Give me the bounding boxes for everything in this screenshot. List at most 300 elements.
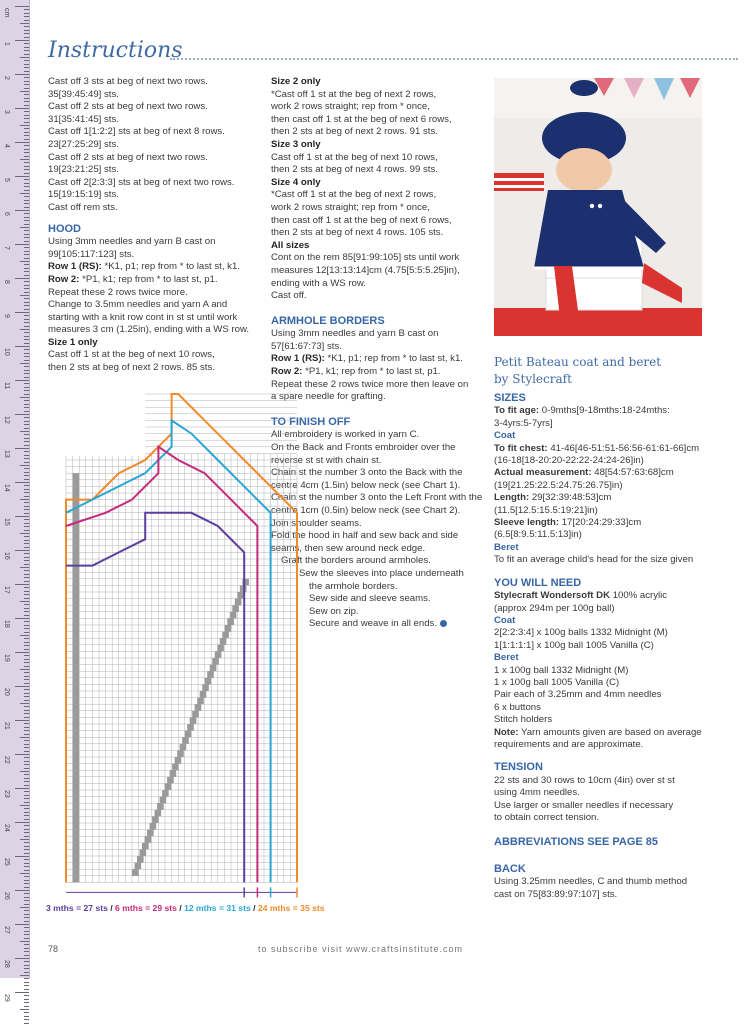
text-line: To fit an average child's head for the size given bbox=[494, 554, 694, 566]
ruler-minor-tick bbox=[24, 751, 29, 752]
embroidery-stitch bbox=[190, 717, 197, 724]
ruler-minor-tick bbox=[24, 628, 29, 629]
edge-stitch bbox=[73, 678, 80, 685]
text-line bbox=[271, 353, 489, 366]
text-line: measures 3 cm (1.25in), ending with a WS row. bbox=[48, 324, 250, 336]
note-label: Note: bbox=[494, 726, 519, 738]
ruler-minor-tick bbox=[24, 553, 29, 554]
ruler-tick bbox=[15, 720, 29, 721]
ruler-minor-tick bbox=[24, 407, 29, 408]
ruler-minor-tick bbox=[24, 832, 29, 833]
ruler-minor-tick bbox=[24, 632, 29, 633]
edge-stitch bbox=[73, 665, 80, 672]
embroidery-stitch bbox=[157, 803, 164, 810]
edge-stitch bbox=[73, 632, 80, 639]
ruler-minor-tick bbox=[24, 808, 29, 809]
embroidery-stitch bbox=[155, 810, 162, 817]
ruler-minor-tick bbox=[24, 846, 29, 847]
text-line: then cast off 1 st at the beg of next 6 rows, bbox=[271, 113, 452, 125]
ruler-minor-tick bbox=[24, 237, 29, 238]
title-dotted-rule bbox=[170, 58, 738, 60]
row-label: Row 1 (RS): bbox=[48, 261, 102, 273]
ruler-minor-tick bbox=[20, 159, 29, 160]
left-column bbox=[48, 76, 263, 375]
text-line bbox=[494, 492, 709, 504]
ruler-minor-tick bbox=[24, 451, 29, 452]
footer-url: to subscribe visit www.craftsinstitute.com bbox=[258, 944, 464, 954]
ruler-minor-tick bbox=[20, 431, 29, 432]
edge-stitch bbox=[73, 731, 80, 738]
ruler-minor-tick bbox=[24, 428, 29, 429]
embroidery-stitch bbox=[142, 843, 149, 850]
edge-stitch bbox=[73, 869, 80, 876]
ruler-minor-tick bbox=[24, 326, 29, 327]
ruler-minor-tick bbox=[20, 635, 29, 636]
ruler-minor-tick bbox=[24, 795, 29, 796]
embroidery-stitch bbox=[140, 849, 147, 856]
ruler-minor-tick bbox=[24, 849, 29, 850]
ruler-minor-tick bbox=[24, 203, 29, 204]
ruler-minor-tick bbox=[24, 417, 29, 418]
ruler-label: 8 bbox=[3, 280, 10, 284]
ruler-minor-tick bbox=[24, 353, 29, 354]
ruler-minor-tick bbox=[24, 798, 29, 799]
ruler-minor-tick bbox=[24, 717, 29, 718]
ruler-minor-tick bbox=[24, 723, 29, 724]
ruler-minor-tick bbox=[24, 825, 29, 826]
ruler-minor-tick bbox=[24, 897, 29, 898]
ruler-minor-tick bbox=[24, 706, 29, 707]
ruler-tick bbox=[15, 958, 29, 959]
ruler-minor-tick bbox=[24, 1006, 29, 1007]
ruler-label: 6 bbox=[3, 212, 10, 216]
edge-stitch bbox=[73, 579, 80, 586]
ruler-minor-tick bbox=[24, 815, 29, 816]
left-front-chart bbox=[40, 388, 310, 902]
text-line: 1 x 100g ball 1332 Midnight (M) bbox=[494, 664, 629, 676]
ruler-label: 17 bbox=[3, 586, 10, 594]
ruler-minor-tick bbox=[24, 309, 29, 310]
edge-stitch bbox=[73, 816, 80, 823]
ruler-minor-tick bbox=[24, 921, 29, 922]
edge-stitch bbox=[73, 764, 80, 771]
edge-stitch bbox=[73, 711, 80, 718]
edge-stitch bbox=[73, 473, 80, 480]
row-text: *P1, k1; rep from * to last st, p1. bbox=[302, 366, 441, 378]
ruler-minor-tick bbox=[20, 57, 29, 58]
ruler-minor-tick bbox=[24, 594, 29, 595]
ruler-label: 27 bbox=[3, 926, 10, 934]
text-line: work 2 rows straight; rep from * once, bbox=[271, 101, 430, 113]
ruler-minor-tick bbox=[24, 288, 29, 289]
ruler-minor-tick bbox=[24, 438, 29, 439]
ruler-minor-tick bbox=[24, 322, 29, 323]
text-line: Chain st the number 3 onto the Back with the bbox=[271, 467, 463, 479]
embroidery-stitch bbox=[197, 698, 204, 705]
ruler-label: 22 bbox=[3, 756, 10, 764]
size4-label: Size 4 only bbox=[271, 176, 321, 188]
ruler-minor-tick bbox=[24, 156, 29, 157]
ruler-minor-tick bbox=[24, 761, 29, 762]
ruler-minor-tick bbox=[24, 536, 29, 537]
ruler-label: 3 bbox=[3, 110, 10, 114]
ruler-minor-tick bbox=[24, 853, 29, 854]
embroidery-stitch bbox=[167, 777, 174, 784]
ruler-label: 14 bbox=[3, 484, 10, 492]
ruler-minor-tick bbox=[24, 696, 29, 697]
ruler-minor-tick bbox=[24, 128, 29, 129]
coat-label: Coat bbox=[494, 430, 516, 442]
ruler-tick bbox=[15, 176, 29, 177]
text-line bbox=[494, 443, 709, 455]
edge-stitch bbox=[73, 836, 80, 843]
ruler-minor-tick bbox=[24, 383, 29, 384]
ruler-tick bbox=[15, 312, 29, 313]
ruler-minor-tick bbox=[24, 543, 29, 544]
ruler-tick bbox=[15, 822, 29, 823]
spec-value: 17[20:24:29:33]cm bbox=[559, 517, 642, 529]
ruler-minor-tick bbox=[24, 621, 29, 622]
ruler-minor-tick bbox=[24, 411, 29, 412]
ruler-tick bbox=[15, 788, 29, 789]
ruler-minor-tick bbox=[24, 336, 29, 337]
text-line bbox=[494, 467, 709, 479]
chart-mask bbox=[40, 388, 145, 456]
ruler-minor-tick bbox=[24, 64, 29, 65]
embroidery-stitch bbox=[215, 651, 222, 658]
embroidery-stitch bbox=[150, 823, 157, 830]
ruler-minor-tick bbox=[20, 601, 29, 602]
ruler-minor-tick bbox=[24, 319, 29, 320]
ruler-tick bbox=[15, 584, 29, 585]
text-line: ending with a WS row. bbox=[271, 277, 366, 289]
text-line: (11.5[12.5:15.5:19:21]in) bbox=[494, 504, 598, 516]
ruler-minor-tick bbox=[24, 961, 29, 962]
embroidery-stitch bbox=[165, 783, 172, 790]
ruler-minor-tick bbox=[24, 880, 29, 881]
ruler-minor-tick bbox=[20, 91, 29, 92]
ruler-minor-tick bbox=[24, 581, 29, 582]
end-bullet-icon bbox=[440, 620, 447, 627]
ruler-minor-tick bbox=[24, 676, 29, 677]
ruler-minor-tick bbox=[24, 285, 29, 286]
ruler-minor-tick bbox=[24, 1023, 29, 1024]
ruler-label: 5 bbox=[3, 178, 10, 182]
ruler-minor-tick bbox=[24, 77, 29, 78]
ruler-minor-tick bbox=[20, 363, 29, 364]
ruler-tick bbox=[15, 346, 29, 347]
ruler-minor-tick bbox=[24, 965, 29, 966]
edge-stitch bbox=[73, 704, 80, 711]
ruler-label: 21 bbox=[3, 722, 10, 730]
ruler-label: 2 bbox=[3, 76, 10, 80]
embroidery-stitch bbox=[217, 645, 224, 652]
ruler-minor-tick bbox=[24, 162, 29, 163]
ruler-minor-tick bbox=[24, 360, 29, 361]
ruler-label: 16 bbox=[3, 552, 10, 560]
spec-label: To fit chest: bbox=[494, 442, 548, 454]
ruler-minor-tick bbox=[24, 1016, 29, 1017]
embroidery-stitch bbox=[230, 612, 237, 619]
text-line: cast on 75[83:89:97:107] sts. bbox=[494, 888, 618, 900]
ruler-minor-tick bbox=[24, 377, 29, 378]
ruler-minor-tick bbox=[24, 951, 29, 952]
ruler-minor-tick bbox=[24, 519, 29, 520]
edge-stitch bbox=[73, 539, 80, 546]
text-line: Cast off 2 sts at beg of next two rows. bbox=[48, 151, 208, 163]
ruler-minor-tick bbox=[24, 842, 29, 843]
embroidery-stitch bbox=[187, 724, 194, 731]
ruler-minor-tick bbox=[24, 84, 29, 85]
ruler-minor-tick bbox=[24, 298, 29, 299]
ruler-minor-tick bbox=[24, 101, 29, 102]
ruler-minor-tick bbox=[24, 574, 29, 575]
ruler-minor-tick bbox=[24, 747, 29, 748]
text-line: (19[21.25:22.5:24.75:26.75]in) bbox=[494, 479, 623, 491]
text-line: Repeat these 2 rows twice more. bbox=[48, 286, 188, 298]
text-line: Sew side and sleeve seams. bbox=[309, 593, 431, 605]
ruler-minor-tick bbox=[20, 533, 29, 534]
ruler-minor-tick bbox=[24, 373, 29, 374]
text-line: 1 x 100g ball 1005 Vanilla (C) bbox=[494, 676, 620, 688]
ruler-label: 9 bbox=[3, 314, 10, 318]
ruler-minor-tick bbox=[24, 700, 29, 701]
edge-stitch bbox=[73, 750, 80, 757]
ruler-minor-tick bbox=[24, 268, 29, 269]
text-line: Stitch holders bbox=[494, 714, 553, 726]
text-line: Using 3mm needles and yarn B cast on bbox=[48, 236, 216, 248]
text-line: Cast off 3 sts at beg of next two rows. bbox=[48, 76, 208, 87]
embroidery-stitch bbox=[225, 625, 232, 632]
right-column bbox=[494, 392, 709, 901]
ruler-minor-tick bbox=[24, 213, 29, 214]
ruler-minor-tick bbox=[24, 625, 29, 626]
ruler-minor-tick bbox=[24, 196, 29, 197]
edge-stitch bbox=[73, 698, 80, 705]
edge-stitch bbox=[73, 790, 80, 797]
ruler-minor-tick bbox=[24, 145, 29, 146]
embroidery-stitch bbox=[180, 744, 187, 751]
ruler-minor-tick bbox=[24, 564, 29, 565]
embroidery-stitch bbox=[135, 863, 142, 870]
edge-stitch bbox=[73, 572, 80, 579]
ruler-minor-tick bbox=[24, 20, 29, 21]
text-line bbox=[271, 366, 489, 379]
text-line: Change to 3.5mm needles and yarn A and bbox=[48, 299, 228, 311]
text-line bbox=[48, 274, 263, 287]
ruler-minor-tick bbox=[24, 972, 29, 973]
side-ruler bbox=[0, 0, 30, 1002]
chart-legend bbox=[46, 903, 325, 913]
ruler-minor-tick bbox=[24, 190, 29, 191]
ruler-minor-tick bbox=[24, 47, 29, 48]
embroidery-stitch bbox=[235, 599, 242, 606]
ruler-minor-tick bbox=[24, 247, 29, 248]
edge-stitch bbox=[73, 658, 80, 665]
legend-6mths: 6 mths = 29 sts bbox=[115, 903, 177, 913]
edge-stitch bbox=[73, 612, 80, 619]
text-line: 6 x buttons bbox=[494, 701, 541, 713]
embroidery-stitch bbox=[240, 585, 247, 592]
text-line: Cast off 2 sts at beg of next two rows. bbox=[48, 101, 208, 113]
ruler-minor-tick bbox=[24, 434, 29, 435]
ruler-label: 13 bbox=[3, 450, 10, 458]
embroidery-stitch bbox=[237, 592, 244, 599]
edge-stitch bbox=[73, 625, 80, 632]
ruler-minor-tick bbox=[24, 264, 29, 265]
text-line: work 2 rows straight; rep from * once, bbox=[271, 201, 430, 213]
ruler-minor-tick bbox=[24, 812, 29, 813]
text-line: Join shoulder seams. bbox=[271, 517, 362, 529]
ruler-tick bbox=[15, 482, 29, 483]
edge-stitch bbox=[73, 777, 80, 784]
ruler-tick bbox=[15, 448, 29, 449]
edge-stitch bbox=[73, 546, 80, 553]
ruler-minor-tick bbox=[24, 914, 29, 915]
text-line: Using 3.25mm needles, C and thumb method bbox=[494, 876, 688, 888]
yarn-text: 100% acrylic bbox=[610, 590, 668, 602]
text-line: Cast off 2[2:3:3] sts at beg of next two rows. bbox=[48, 176, 235, 188]
ruler-minor-tick bbox=[24, 207, 29, 208]
ruler-minor-tick bbox=[24, 938, 29, 939]
ruler-label: 29 bbox=[3, 994, 10, 1002]
ruler-minor-tick bbox=[20, 703, 29, 704]
ruler-minor-tick bbox=[24, 502, 29, 503]
ruler-minor-tick bbox=[24, 689, 29, 690]
ruler-minor-tick bbox=[24, 666, 29, 667]
spec-label: Actual measurement: bbox=[494, 467, 592, 479]
text-line: centre 4cm (1.5in) below neck (see Chart 1). bbox=[271, 479, 461, 491]
legend-sep: / bbox=[107, 903, 116, 913]
ruler-minor-tick bbox=[24, 730, 29, 731]
ruler-minor-tick bbox=[24, 1019, 29, 1020]
ruler-minor-tick bbox=[24, 985, 29, 986]
text-line: (16-18[18-20:20-22:22-24:24-26]in) bbox=[494, 455, 644, 467]
text-line: (approx 294m per 100g ball) bbox=[494, 602, 615, 614]
ruler-minor-tick bbox=[24, 13, 29, 14]
ruler-minor-tick bbox=[24, 111, 29, 112]
ruler-minor-tick bbox=[24, 1012, 29, 1013]
ruler-minor-tick bbox=[24, 948, 29, 949]
ruler-minor-tick bbox=[24, 50, 29, 51]
row-text: *P1, k1; rep from * to last st, p1. bbox=[79, 273, 218, 285]
legend-3mths: 3 mths = 27 sts bbox=[46, 903, 108, 913]
text-line: Cast off. bbox=[271, 290, 307, 302]
edge-stitch bbox=[73, 810, 80, 817]
ruler-minor-tick bbox=[24, 598, 29, 599]
ruler-minor-tick bbox=[24, 744, 29, 745]
edge-stitch bbox=[73, 552, 80, 559]
text-line bbox=[494, 590, 709, 602]
ruler-tick bbox=[15, 108, 29, 109]
edge-stitch bbox=[73, 645, 80, 652]
ruler-minor-tick bbox=[24, 649, 29, 650]
ruler-minor-tick bbox=[24, 258, 29, 259]
embroidery-stitch bbox=[212, 658, 219, 665]
embroidery-stitch bbox=[160, 797, 167, 804]
ruler-minor-tick bbox=[24, 332, 29, 333]
text-line: Use larger or smaller needles if necessary bbox=[494, 799, 674, 811]
embroidery-stitch bbox=[227, 618, 234, 625]
text-line: 1[1:1:1:1] x 100g ball 1005 Vanilla (C) bbox=[494, 639, 654, 651]
text-line: then 2 sts at beg of next 2 rows. 85 sts. bbox=[48, 362, 215, 374]
ruler-label: 10 bbox=[3, 348, 10, 356]
edge-stitch bbox=[73, 849, 80, 856]
ruler-minor-tick bbox=[24, 876, 29, 877]
embroidery-stitch bbox=[175, 757, 182, 764]
embroidery-stitch bbox=[147, 830, 154, 837]
size1-label: Size 1 only bbox=[48, 336, 98, 348]
ruler-minor-tick bbox=[24, 1002, 29, 1003]
spec-value: 48[54:57:63:68]cm bbox=[591, 467, 674, 479]
ruler-minor-tick bbox=[24, 591, 29, 592]
legend-12mths: 12 mths = 31 sts bbox=[184, 903, 251, 913]
edge-stitch bbox=[73, 843, 80, 850]
ruler-minor-tick bbox=[24, 94, 29, 95]
embroidery-stitch bbox=[195, 704, 202, 711]
ruler-minor-tick bbox=[24, 978, 29, 979]
ruler-minor-tick bbox=[20, 567, 29, 568]
text-line: All embroidery is worked in yarn C. bbox=[271, 429, 420, 441]
embroidery-stitch bbox=[200, 691, 207, 698]
ruler-minor-tick bbox=[24, 254, 29, 255]
ruler-minor-tick bbox=[24, 577, 29, 578]
ruler-minor-tick bbox=[24, 560, 29, 561]
ruler-minor-tick bbox=[24, 713, 29, 714]
ruler-minor-tick bbox=[24, 166, 29, 167]
need-heading: YOU WILL NEED bbox=[494, 576, 582, 589]
legend-sep: / bbox=[250, 903, 258, 913]
embroidery-stitch bbox=[220, 638, 227, 645]
ruler-minor-tick bbox=[24, 98, 29, 99]
ruler-minor-tick bbox=[20, 805, 29, 806]
text-line: 35[39:45:49] sts. bbox=[48, 88, 119, 100]
ruler-minor-tick bbox=[24, 468, 29, 469]
ruler-minor-tick bbox=[24, 458, 29, 459]
ruler-minor-tick bbox=[24, 859, 29, 860]
text-line: centre 1cm (0.5in) below neck (see Chart 2). bbox=[271, 505, 461, 516]
edge-stitch bbox=[73, 526, 80, 533]
ruler-minor-tick bbox=[20, 125, 29, 126]
ruler-minor-tick bbox=[24, 400, 29, 401]
ruler-minor-tick bbox=[24, 404, 29, 405]
text-line bbox=[494, 727, 709, 739]
text-line: Cast off 1[1:2:2] sts at beg of next 8 rows. bbox=[48, 126, 225, 138]
page-number: 78 bbox=[48, 944, 59, 954]
ruler-minor-tick bbox=[24, 139, 29, 140]
embroidery-stitch bbox=[185, 731, 192, 738]
ruler-minor-tick bbox=[24, 740, 29, 741]
text-line: reverse st st with chain st. bbox=[271, 454, 382, 466]
ruler-minor-tick bbox=[24, 343, 29, 344]
edge-stitch bbox=[73, 770, 80, 777]
ruler-tick bbox=[15, 380, 29, 381]
allsizes-label: All sizes bbox=[271, 239, 310, 251]
edge-stitch bbox=[73, 605, 80, 612]
ruler-minor-tick bbox=[24, 118, 29, 119]
row-label: Row 2: bbox=[48, 273, 80, 285]
text-line: Cast off rem sts. bbox=[48, 201, 118, 213]
ruler-minor-tick bbox=[24, 506, 29, 507]
note-text: Yarn amounts given are based on average bbox=[518, 726, 702, 738]
text-line: 23[27:25:29] sts. bbox=[48, 138, 119, 150]
ruler-minor-tick bbox=[24, 774, 29, 775]
text-line bbox=[494, 405, 709, 417]
spec-value: 41-46[46-51:51-56:56-61:61-66]cm bbox=[547, 442, 700, 454]
ruler-label: 20 bbox=[3, 688, 10, 696]
embroidery-stitch bbox=[210, 665, 217, 672]
ruler-minor-tick bbox=[24, 479, 29, 480]
